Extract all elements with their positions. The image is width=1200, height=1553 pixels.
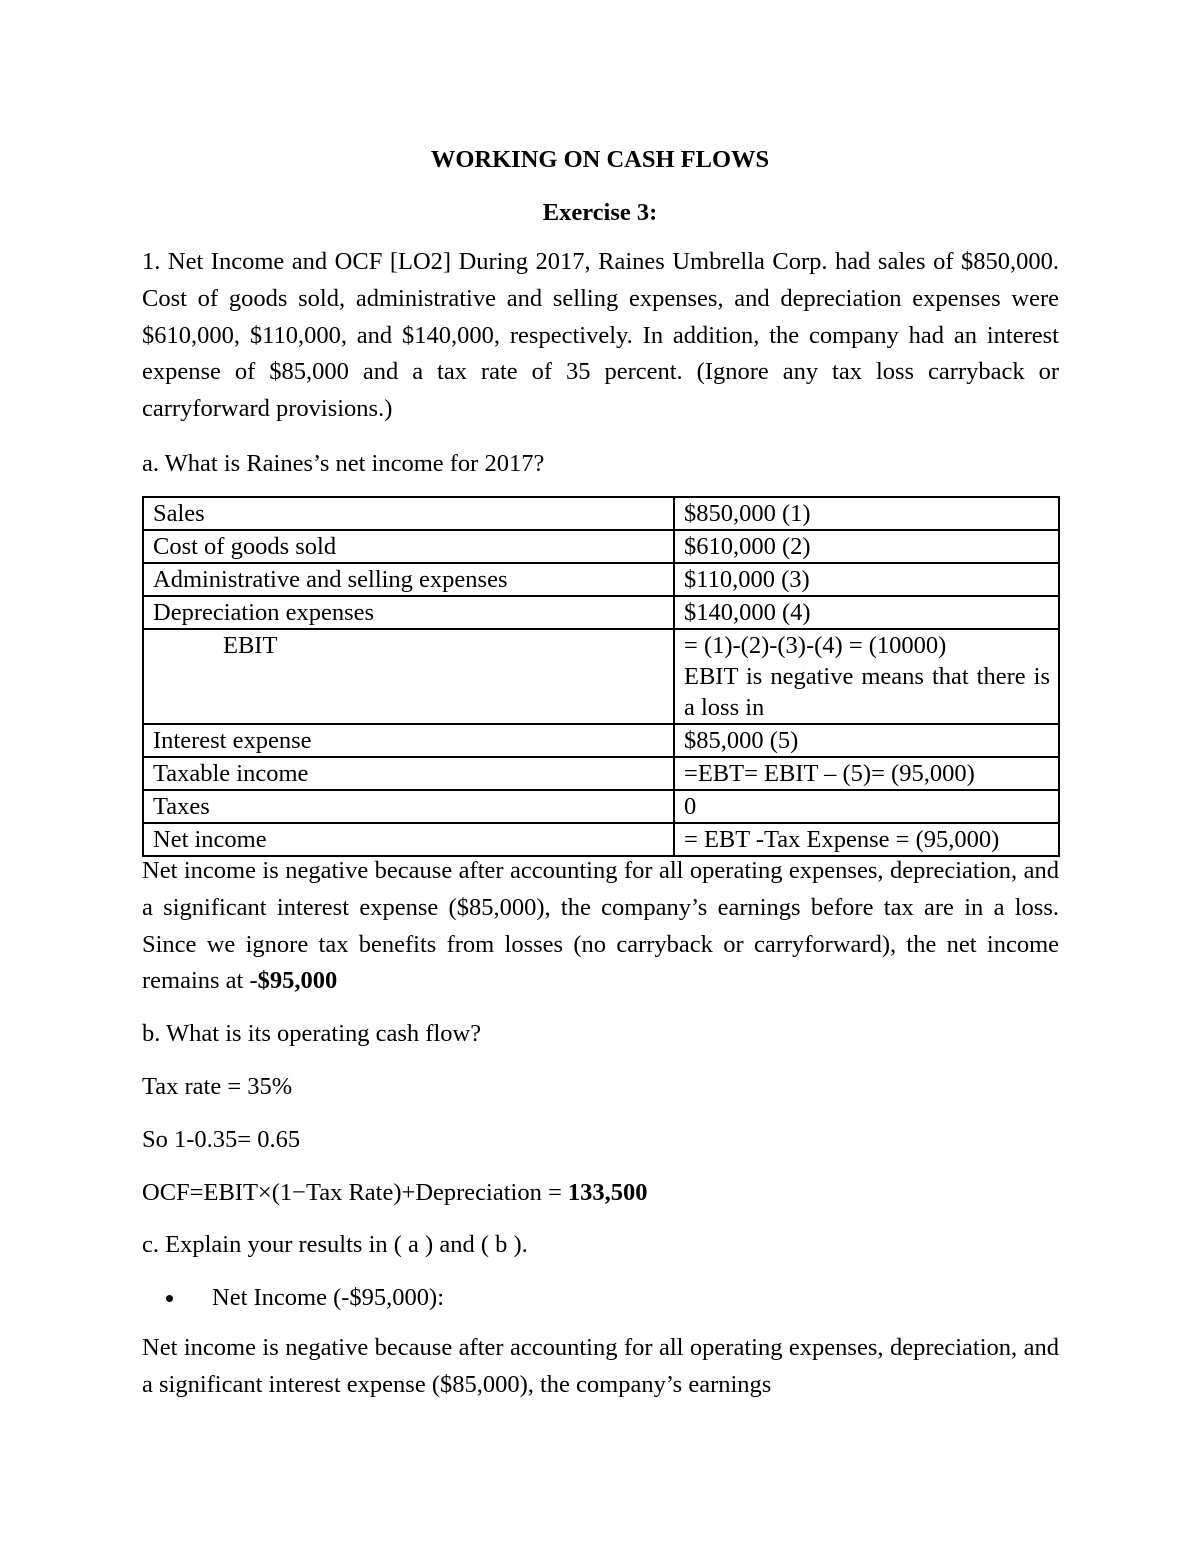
- bullet-icon: [166, 1295, 173, 1302]
- table-row: [143, 596, 1059, 629]
- row-label: Net income: [143, 823, 674, 856]
- row-value: =EBT= EBIT – (5)= (95,000): [674, 757, 1059, 790]
- row-label: Taxable income: [143, 757, 674, 790]
- document-title: WORKING ON CASH FLOWS: [430, 146, 770, 173]
- row-label: Depreciation expenses: [143, 596, 674, 629]
- bullet-item: [166, 1284, 444, 1312]
- row-label: Taxes: [143, 790, 674, 823]
- row-label: Sales: [143, 497, 674, 530]
- table-row: [143, 790, 1059, 823]
- explanation-a: [142, 853, 1059, 1000]
- explanation-c: Net income is negative because after accounting for all operating expenses, depreciation, and a significant interest expense ($85,000), the company’s earnings: [142, 1334, 1059, 1398]
- net-income-result: $95,000: [257, 967, 338, 995]
- exercise-heading: Exercise 3:: [542, 199, 658, 226]
- question-b: b. What is its operating cash flow?: [142, 1020, 482, 1047]
- row-value: = EBT -Tax Expense = (95,000): [674, 823, 1059, 856]
- row-label: EBIT: [143, 629, 674, 724]
- ocf-line: [142, 1181, 648, 1206]
- one-minus-tax-line: So 1-0.35= 0.65: [142, 1126, 301, 1153]
- ocf-result: 133,500: [567, 1179, 648, 1206]
- row-value: [674, 629, 1059, 724]
- problem-statement: 1. Net Income and OCF [LO2] During 2017, Raines Umbrella Corp. had sales of $850,000. Cost of goods sold, administrative and selling expenses, and depreciation expenses were $610,000, $110,000, and $140,000, respectively. In addition, the company had an interest expense of $85,000 and a tax rate of 35 percent. (Ignore any tax loss carryback or carryforward provisions.): [142, 248, 1059, 423]
- table-row: [143, 530, 1059, 563]
- table-row: [143, 724, 1059, 757]
- bullet-net-income: Net Income (-$95,000):: [212, 1284, 444, 1311]
- row-label: Administrative and selling expenses: [143, 563, 674, 596]
- explanation-a-text: Net income is negative because after accounting for all operating expenses, depreciation, and a significant interest expense ($85,000), the company’s earnings before tax are in a loss. Since we ignore tax benefits from losses (no carryback or carryforward), the net income remains at -: [142, 857, 1059, 995]
- table-row: [143, 563, 1059, 596]
- row-value: $110,000 (3): [674, 563, 1059, 596]
- ebit-formula: = (1)-(2)-(3)-(4) = (10000): [684, 632, 947, 659]
- row-value: 0: [674, 790, 1059, 823]
- row-label: Interest expense: [143, 724, 674, 757]
- tax-rate-line: Tax rate = 35%: [142, 1073, 293, 1100]
- table-row: [143, 823, 1059, 856]
- ebit-note: EBIT is negative means that there is a loss in: [684, 663, 1050, 721]
- row-value: $85,000 (5): [674, 724, 1059, 757]
- row-value: $850,000 (1): [674, 497, 1059, 530]
- table-row: [143, 497, 1059, 530]
- row-value: $140,000 (4): [674, 596, 1059, 629]
- net-income-table: [142, 496, 1060, 857]
- table-row: [143, 629, 1059, 724]
- ocf-formula: OCF=EBIT×(1−Tax Rate)+Depreciation =: [142, 1179, 568, 1206]
- question-a: a. What is Raines’s net income for 2017?: [142, 450, 545, 477]
- row-label: Cost of goods sold: [143, 530, 674, 563]
- table-row: [143, 757, 1059, 790]
- question-c: c. Explain your results in ( a ) and ( b ).: [142, 1231, 528, 1258]
- row-value: $610,000 (2): [674, 530, 1059, 563]
